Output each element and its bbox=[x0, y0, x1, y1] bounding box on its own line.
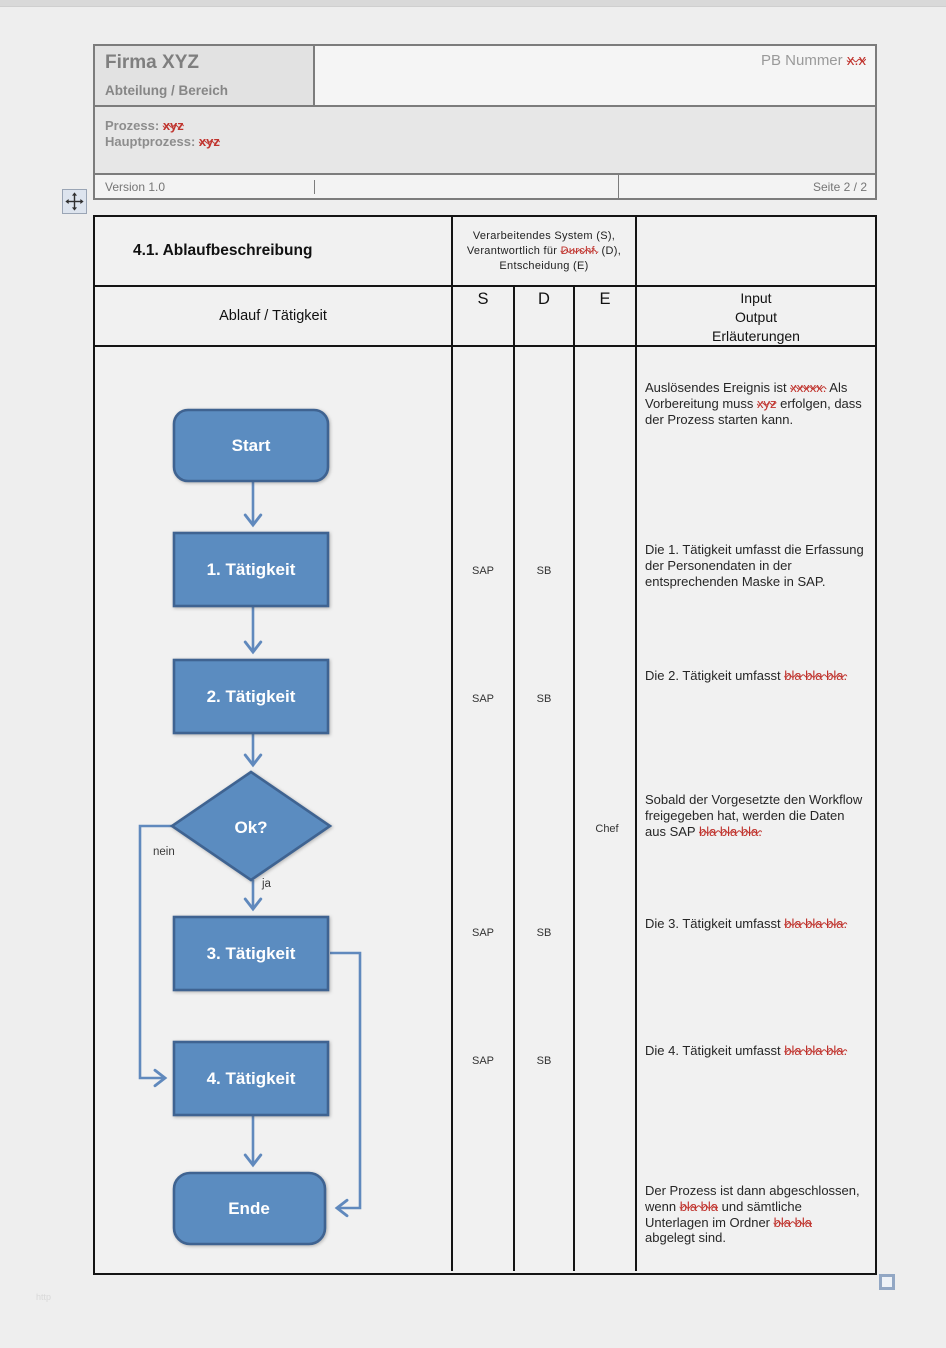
pb-number-value: x.x bbox=[846, 52, 866, 69]
section-title: 4.1. Ablaufbeschreibung bbox=[133, 242, 313, 259]
table-header-row-2 bbox=[95, 287, 875, 347]
table-header-row-1 bbox=[95, 217, 875, 287]
header-empty-cell bbox=[315, 175, 619, 198]
note-process-end: Der Prozess ist dann abgeschlossen, wenn bla bla und sämtliche Unterlagen im Ordner bla bla abgelegt sind. bbox=[645, 1183, 860, 1246]
note-decision: Sobald der Vorgesetzte den Workflow freigegeben hat, werden die Daten aus SAP bla bla bla. bbox=[645, 792, 863, 839]
watermark-text: http bbox=[36, 1292, 52, 1302]
process-line bbox=[105, 118, 875, 134]
sde-value-d-2: SB bbox=[536, 693, 552, 705]
sde-caption-cell bbox=[451, 217, 637, 285]
column-header-d: D bbox=[513, 287, 573, 345]
note-activity-4: Die 4. Tätigkeit umfasst bla bla bla. bbox=[645, 1043, 848, 1058]
column-header-ablauf: Ablauf / Tätigkeit bbox=[219, 308, 327, 324]
version-label: Version 1.0 bbox=[95, 180, 315, 194]
activity-2-label: 2. Tätigkeit bbox=[206, 687, 296, 706]
sde-caption-line2-red: Durchf. bbox=[560, 244, 599, 257]
main-process-line bbox=[105, 134, 875, 150]
activity-1-label: 1. Tätigkeit bbox=[206, 560, 296, 579]
process-info-cell bbox=[95, 107, 875, 175]
header-row-1 bbox=[95, 46, 875, 107]
process-label: Prozess: bbox=[105, 118, 163, 133]
header-row-3 bbox=[95, 175, 875, 198]
process-description-table bbox=[93, 215, 877, 1275]
table-move-handle[interactable] bbox=[62, 189, 87, 214]
document-header-table bbox=[93, 44, 877, 200]
end-node-label: Ende bbox=[228, 1199, 270, 1218]
sde-value-d-4: SB bbox=[536, 927, 552, 939]
department-label: Abteilung / Bereich bbox=[105, 83, 229, 98]
company-name: Firma XYZ bbox=[105, 52, 199, 73]
header-right-empty-cell bbox=[637, 217, 875, 285]
column-header-io bbox=[635, 287, 875, 345]
process-value: xyz bbox=[162, 118, 184, 133]
sde-caption-line1: Verarbeitendes System (S), bbox=[472, 229, 616, 242]
connector-decision-nein-to-t4 bbox=[140, 826, 174, 1078]
s-column bbox=[451, 347, 513, 1271]
note-activity-1: Die 1. Tätigkeit umfasst die Erfassung der Personendaten in der entsprechenden Maske in SAP. bbox=[645, 542, 864, 589]
column-header-s: S bbox=[451, 287, 513, 345]
io-line-input: Input bbox=[740, 290, 772, 306]
page-number: Seite 2 / 2 bbox=[812, 179, 867, 194]
io-line-output: Output bbox=[734, 309, 778, 325]
flowchart bbox=[95, 347, 451, 1271]
sde-value-e-3: Chef bbox=[595, 823, 619, 835]
pb-number-cell bbox=[315, 46, 875, 105]
sde-caption-line2-pre: Verantwortlich für bbox=[466, 244, 561, 257]
note-trigger-event: Auslösendes Ereignis ist xxxxx. Als Vorbereitung muss xyz erfolgen, dass der Prozess starten kann. bbox=[645, 380, 862, 427]
pb-number-label: PB Nummer bbox=[760, 52, 847, 69]
column-header-e: E bbox=[573, 287, 635, 345]
company-cell bbox=[95, 46, 315, 105]
edge-label-ja: ja bbox=[262, 878, 271, 890]
table-resize-handle[interactable] bbox=[879, 1274, 895, 1290]
decision-label: Ok? bbox=[234, 818, 268, 837]
window-top-edge bbox=[0, 0, 946, 7]
sde-caption-line2 bbox=[453, 244, 635, 259]
sde-caption-line2-post: (D), bbox=[598, 244, 622, 257]
sde-caption-line3: Entscheidung (E) bbox=[499, 259, 589, 272]
move-arrows-icon bbox=[65, 192, 84, 211]
edge-label-nein: nein bbox=[153, 846, 175, 858]
e-column bbox=[573, 347, 635, 1271]
sde-value-d-1: SB bbox=[536, 565, 552, 577]
main-process-label: Hauptprozess: bbox=[105, 134, 199, 149]
sde-value-s-4: SAP bbox=[471, 927, 494, 939]
sde-value-s-5: SAP bbox=[471, 1055, 494, 1067]
io-line-erlaeuterungen: Erläuterungen bbox=[712, 328, 800, 344]
sde-value-s-2: SAP bbox=[471, 693, 494, 705]
note-activity-3: Die 3. Tätigkeit umfasst bla bla bla. bbox=[645, 916, 848, 931]
activity-4-label: 4. Tätigkeit bbox=[206, 1069, 296, 1088]
start-node-label: Start bbox=[231, 436, 271, 455]
activity-3-label: 3. Tätigkeit bbox=[206, 944, 296, 963]
connector-t3-to-ende bbox=[330, 953, 360, 1208]
sde-value-d-5: SB bbox=[536, 1055, 552, 1067]
d-column bbox=[513, 347, 573, 1271]
sde-value-s-1: SAP bbox=[471, 565, 494, 577]
main-process-value: xyz bbox=[198, 134, 220, 149]
table-body bbox=[95, 347, 875, 1271]
note-activity-2: Die 2. Tätigkeit umfasst bla bla bla. bbox=[645, 668, 848, 683]
